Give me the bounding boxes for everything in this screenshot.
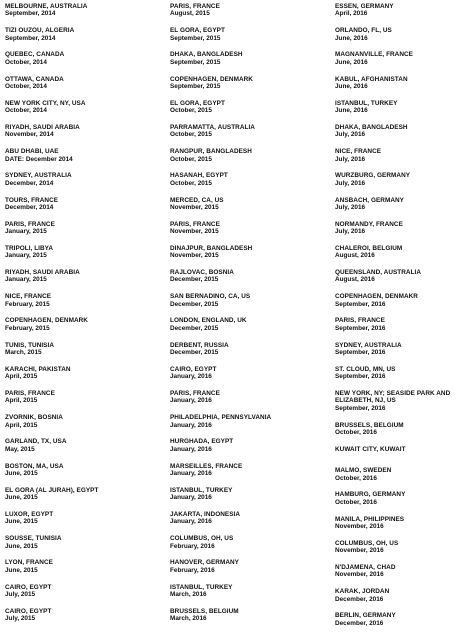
date-label: December, 2015 <box>170 324 219 332</box>
list-item <box>335 172 457 196</box>
date-label: June, 2015 <box>5 518 38 526</box>
date-label: September, 2014 <box>5 34 56 42</box>
date-label: October, 2015 <box>170 179 212 187</box>
location-label: N'DJAMENA, CHAD <box>335 564 396 572</box>
list-item <box>170 438 330 462</box>
location-label: DHAKA, BANGLADESH <box>170 51 243 59</box>
list-item <box>335 467 457 491</box>
list-item <box>335 124 457 148</box>
date-label: November, 2014 <box>5 131 54 139</box>
location-label: QUEBEC, CANADA <box>5 51 65 59</box>
location-label: ISTANBUL, TURKEY <box>170 583 233 591</box>
location-label: NEW YORK CITY, NY, USA <box>5 99 86 107</box>
list-item <box>5 438 165 462</box>
date-label: December, 2016 <box>335 619 384 627</box>
location-label: COLUMBUS, OH, US <box>335 539 399 547</box>
list-item <box>335 245 457 269</box>
list-item <box>5 366 165 390</box>
list-item <box>170 390 330 414</box>
list-item <box>170 584 330 608</box>
date-label: September, 2014 <box>5 10 56 18</box>
list-item <box>335 390 457 422</box>
date-label: September, 2016 <box>335 349 386 357</box>
date-label: December, 2014 <box>5 203 54 211</box>
date-label: September, 2016 <box>335 404 386 412</box>
date-label: September, 2016 <box>335 324 386 332</box>
date-label: July, 2016 <box>335 228 366 236</box>
list-item <box>170 76 330 100</box>
location-label: PARIS, FRANCE <box>5 390 55 397</box>
date-label: January, 2015 <box>5 228 47 236</box>
list-item <box>170 221 330 245</box>
date-label: February, 2015 <box>5 324 50 332</box>
location-label: LUXOR, EGYPT <box>5 510 54 518</box>
list-item <box>5 51 165 75</box>
list-item <box>335 588 457 612</box>
list-item <box>335 516 457 540</box>
location-label: CHALEROI, BELGIUM <box>335 244 403 252</box>
list-item <box>335 197 457 221</box>
date-label: January, 2016 <box>170 397 212 405</box>
date-label: January, 2016 <box>170 373 212 381</box>
date-label: October, 2015 <box>170 131 212 139</box>
column-3 <box>335 3 457 637</box>
list-item <box>5 172 165 196</box>
location-label: WURZBURG, GERMANY <box>335 172 411 180</box>
location-label: SAN BERNADINO, CA, US <box>170 293 251 301</box>
list-item <box>170 342 330 366</box>
list-item <box>170 172 330 196</box>
date-label: April, 2015 <box>5 373 38 381</box>
location-label: SOUSSE, TUNISIA <box>5 535 62 543</box>
location-label: BRUSSELS, BELGIUM <box>170 607 239 615</box>
list-item <box>335 269 457 293</box>
list-item <box>170 269 330 293</box>
date-label: September, 2015 <box>170 58 221 66</box>
location-label: SYDNEY, AUSTRALIA <box>335 341 402 349</box>
location-label: TRIPOLI, LIBYA <box>5 244 54 252</box>
date-label: December, 2014 <box>5 179 54 187</box>
location-label: MELBOURNE, AUSTRALIA <box>5 3 88 10</box>
location-label: BRUSSELS, BELGIUM <box>335 421 404 429</box>
list-item <box>335 100 457 124</box>
list-item <box>170 463 330 487</box>
location-label: KARACHI, PAKISTAN <box>5 365 71 373</box>
list-item <box>335 76 457 100</box>
date-label: October, 2014 <box>5 58 47 66</box>
location-label: GARLAND, TX, USA <box>5 438 67 446</box>
date-label: November, 2016 <box>335 547 384 555</box>
location-label: HANOVER, GERMANY <box>170 559 239 567</box>
date-label: March, 2015 <box>5 349 42 357</box>
date-label: July, 2016 <box>335 131 366 139</box>
date-label: January, 2016 <box>170 421 212 429</box>
list-item <box>170 124 330 148</box>
list-item <box>170 148 330 172</box>
location-label: EL GORA, EGYPT <box>170 27 225 35</box>
location-label: ISTANBUL, TURKEY <box>335 99 398 107</box>
list-item <box>335 446 457 468</box>
date-label: December, 2015 <box>170 300 219 308</box>
date-label: July, 2015 <box>5 615 36 623</box>
list-item <box>170 197 330 221</box>
list-item <box>170 366 330 390</box>
date-label: April, 2015 <box>5 421 38 429</box>
location-label: MANILA, PHILIPPINES <box>335 515 405 523</box>
date-label: June, 2016 <box>335 82 368 90</box>
date-label: August, 2016 <box>335 252 375 260</box>
date-label: July, 2015 <box>5 590 36 598</box>
location-label: HAMBURG, GERMANY <box>335 491 406 499</box>
location-label: BERLIN, GERMANY <box>335 612 396 620</box>
location-label: PARRAMATTA, AUSTRALIA <box>170 123 255 131</box>
list-item <box>170 3 330 27</box>
date-label: October, 2015 <box>170 107 212 115</box>
location-label: PARIS, FRANCE <box>5 220 55 228</box>
location-label: ZVORNIK, BOSNIA <box>5 414 63 422</box>
date-label: October, 2015 <box>170 155 212 163</box>
list-item <box>335 3 457 27</box>
date-label: September, 2016 <box>335 300 386 308</box>
location-label: CAIRO, EGYPT <box>5 607 52 615</box>
date-label: June, 2015 <box>5 469 38 477</box>
date-label: October, 2014 <box>5 82 47 90</box>
list-item <box>5 124 165 148</box>
list-item <box>335 148 457 172</box>
list-item <box>5 245 165 269</box>
list-item <box>5 269 165 293</box>
date-label: November, 2015 <box>170 252 219 260</box>
list-item <box>335 540 457 564</box>
date-label: September, 2015 <box>170 34 221 42</box>
location-label: BOSTON, MA, USA <box>5 462 64 470</box>
list-item <box>5 100 165 124</box>
location-label: DERBENT, RUSSIA <box>170 341 229 349</box>
date-label: November, 2016 <box>335 571 384 579</box>
location-label: RANGPUR, BANGLADESH <box>170 148 252 156</box>
location-label: HASANAH, EGYPT <box>170 172 228 180</box>
location-label: KUWAIT CITY, KUWAIT <box>335 445 406 453</box>
location-label: ANSBACH, GERMANY <box>335 196 404 204</box>
list-item <box>5 293 165 317</box>
location-label: CAIRO, EGYPT <box>170 365 217 373</box>
location-label: ORLANDO, FL, US <box>335 27 392 35</box>
date-label: May, 2015 <box>5 445 35 453</box>
location-label: DHAKA, BANGLADESH <box>335 123 408 131</box>
list-item <box>335 366 457 390</box>
location-label: JAKARTA, INDONESIA <box>170 510 241 518</box>
list-item <box>335 422 457 446</box>
location-label: MARSEILLES, FRANCE <box>170 462 243 470</box>
location-label: OTTAWA, CANADA <box>5 75 64 83</box>
date-label: June, 2015 <box>5 566 38 574</box>
list-item <box>5 148 165 172</box>
list-item <box>335 221 457 245</box>
location-label: RIYADH, SAUDI ARABIA <box>5 123 80 131</box>
list-item <box>170 317 330 341</box>
date-label: April, 2015 <box>5 397 38 405</box>
location-label: LYON, FRANCE <box>5 559 53 567</box>
list-item <box>170 245 330 269</box>
date-label: April, 2016 <box>335 10 368 18</box>
column-2 <box>170 3 330 632</box>
location-label: CAIRO, EGYPT <box>5 583 52 591</box>
date-label: October, 2016 <box>335 474 377 482</box>
location-label: LONDON, ENGLAND, UK <box>170 317 247 325</box>
location-label: KABUL, AFGHANISTAN <box>335 75 408 83</box>
location-label: HURGHADA, EGYPT <box>170 438 234 446</box>
list-item <box>170 293 330 317</box>
date-label: September, 2015 <box>170 82 221 90</box>
list-item <box>170 511 330 535</box>
location-label: RIYADH, SAUDI ARABIA <box>5 269 80 277</box>
list-item <box>170 27 330 51</box>
date-label: July, 2016 <box>335 203 366 211</box>
list-item <box>335 51 457 75</box>
location-label: PARIS, FRANCE <box>170 220 220 228</box>
list-item <box>5 342 165 366</box>
list-item <box>170 487 330 511</box>
date-label: June, 2015 <box>5 542 38 550</box>
location-label: COLUMBUS, OH, US <box>170 535 234 543</box>
list-item <box>170 535 330 559</box>
date-label: November, 2016 <box>335 523 384 531</box>
location-label: ESSEN, GERMANY <box>335 3 394 10</box>
list-item <box>335 342 457 366</box>
list-item <box>170 559 330 583</box>
date-label: November, 2015 <box>170 203 219 211</box>
location-label: MALMO, SWEDEN <box>335 467 392 475</box>
list-item <box>335 491 457 515</box>
date-label: December, 2016 <box>335 595 384 603</box>
list-item <box>5 27 165 51</box>
date-label: January, 2016 <box>170 494 212 502</box>
list-item <box>5 76 165 100</box>
date-label: October, 2014 <box>5 107 47 115</box>
location-label: PHILADELPHIA, PENNSYLVANIA <box>170 414 272 422</box>
list-item <box>5 390 165 414</box>
date-label: February, 2016 <box>170 566 215 574</box>
date-label: February, 2015 <box>5 300 50 308</box>
date-label: October, 2016 <box>335 498 377 506</box>
location-label: COPENHAGEN, DENMARK <box>5 317 88 325</box>
date-label: November, 2015 <box>170 228 219 236</box>
date-label: June, 2016 <box>335 34 368 42</box>
list-item <box>335 317 457 341</box>
date-label: August, 2016 <box>335 276 375 284</box>
location-label: TOURS, FRANCE <box>5 196 59 204</box>
date-label: DATE: December 2014 <box>5 155 73 163</box>
list-item <box>5 559 165 583</box>
location-label: ST. CLOUD, MN, US <box>335 365 396 373</box>
date-label: July, 2016 <box>335 155 366 163</box>
list-item <box>5 221 165 245</box>
location-label: ISTANBUL, TURKEY <box>170 486 233 494</box>
date-label: February, 2016 <box>170 542 215 550</box>
location-label: NORMANDY, FRANCE <box>335 220 403 228</box>
date-label: June, 2016 <box>335 107 368 115</box>
location-label: COPENHAGEN, DENMAKR <box>335 293 418 301</box>
location-label: PARIS, FRANCE <box>170 390 220 397</box>
location-label: EL GORA, EGYPT <box>170 99 225 107</box>
location-label: TIZI OUZOU, ALGERIA <box>5 27 75 35</box>
location-label: SYDNEY, AUSTRALIA <box>5 172 72 180</box>
location-label: MERCED, CA, US <box>170 196 224 204</box>
location-label: NICE, FRANCE <box>335 148 382 156</box>
location-label: KARAK, JORDAN <box>335 588 390 596</box>
location-label: ABU DHABI, UAE <box>5 148 59 156</box>
list-item <box>5 463 165 487</box>
location-label: COPENHAGEN, DENMARK <box>170 75 253 83</box>
date-label: January, 2015 <box>5 276 47 284</box>
list-item <box>5 535 165 559</box>
list-item <box>335 293 457 317</box>
location-label: DINAJPUR, BANGLADESH <box>170 244 253 252</box>
location-label: MAGNANVILLE, FRANCE <box>335 51 413 59</box>
list-item <box>335 27 457 51</box>
list-item <box>5 3 165 27</box>
location-label: EL GORA (AL JURAH), EGYPT <box>5 486 99 494</box>
list-item <box>5 511 165 535</box>
location-label: NICE, FRANCE <box>5 293 52 301</box>
location-label: QUEENSLAND, AUSTRALIA <box>335 269 422 277</box>
list-item <box>5 487 165 511</box>
date-label: October, 2016 <box>335 429 377 436</box>
date-label: August, 2015 <box>170 10 210 18</box>
date-label: September, 2016 <box>335 373 386 381</box>
date-label: July, 2016 <box>335 179 366 187</box>
list-item <box>170 51 330 75</box>
list-item <box>170 414 330 438</box>
location-label: TUNIS, TUNISIA <box>5 341 54 349</box>
date-label: January, 2016 <box>170 518 212 526</box>
list-item <box>5 197 165 221</box>
date-label: June, 2015 <box>5 494 38 502</box>
list-item <box>5 317 165 341</box>
date-label: January, 2015 <box>5 252 47 260</box>
date-label: March, 2016 <box>170 615 207 623</box>
location-label: PARIS, FRANCE <box>335 317 385 325</box>
list-item <box>335 612 457 636</box>
list-item <box>5 584 165 608</box>
location-label: NEW YORK, NY; SEASIDE PARK AND ELIZABETH, NJ, US <box>335 390 451 405</box>
date-label: January, 2016 <box>170 469 212 477</box>
list-item <box>5 414 165 438</box>
date-label: January, 2016 <box>170 445 212 453</box>
location-label: RAJLOVAC, BOSNIA <box>170 269 234 277</box>
list-item <box>335 564 457 588</box>
date-label: December, 2015 <box>170 349 219 357</box>
list-item <box>170 100 330 124</box>
column-1 <box>5 3 165 632</box>
location-label: PARIS, FRANCE <box>170 3 220 10</box>
date-label: June, 2016 <box>335 58 368 66</box>
date-label: March, 2016 <box>170 590 207 598</box>
date-label: December, 2015 <box>170 276 219 284</box>
